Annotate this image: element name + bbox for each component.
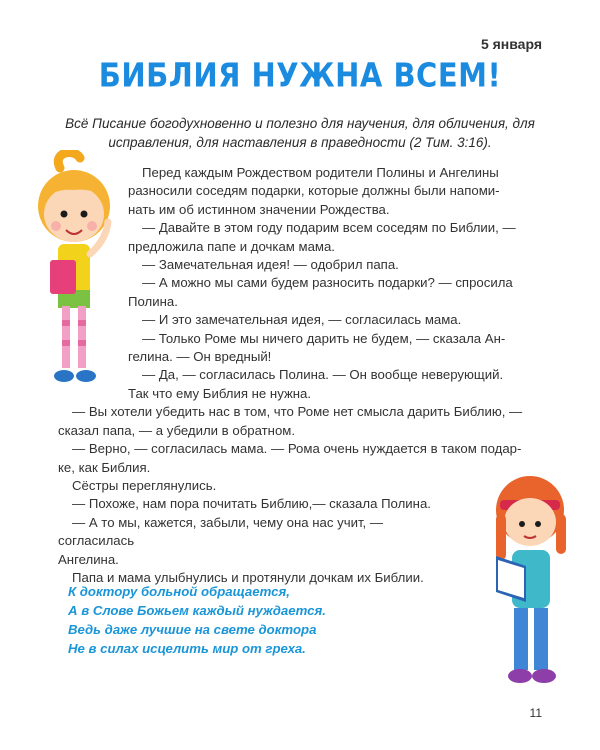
story-line: ке, как Библия.: [58, 459, 151, 475]
epigraph-line: Всё Писание богодухновенно и полезно для научения, для обличения, для: [65, 116, 535, 131]
story-line: — И это замечательная идея, — согласилась мама.: [142, 312, 462, 328]
story-line: Папа и мама улыбнулись и протянули дочкам их Библии.: [72, 569, 424, 585]
story-line: сказал папа, — а убедили в обратном.: [58, 422, 296, 438]
poem-line: К доктору больной обращается,: [68, 584, 290, 599]
page-number: 11: [529, 706, 542, 720]
epigraph-line: исправления, для наставления в праведности (2 Тим. 3:16).: [108, 135, 492, 150]
story-line: Полина.: [128, 293, 178, 309]
story-line: — Давайте в этом году подарим всем соседям по Библии, —: [142, 220, 516, 236]
story-line: нать им об истинном значении Рождества.: [128, 201, 390, 217]
poem-line: А в Слове Божьем каждый нуждается.: [68, 603, 326, 618]
story-line: — А можно мы сами будем разносить подарки? — спросила: [142, 275, 513, 291]
story-line: — Только Роме мы ничего дарить не будем, — сказала Ан-: [142, 330, 506, 346]
epigraph: [58, 114, 542, 152]
story-line: Так что ему Библия не нужна.: [128, 385, 312, 401]
story-line: Ангелина.: [58, 551, 119, 567]
poem-line: Ведь даже лучшие на свете доктора: [68, 622, 317, 637]
poem: [68, 582, 326, 658]
story-line: предложила папе и дочкам мама.: [128, 238, 335, 254]
story-line: гелина. — Он вредный!: [128, 349, 272, 365]
story-line: разносили соседям подарки, которые должны были напоми-: [128, 183, 500, 199]
story-line: — Да, — согласилась Полина. — Он вообще неверующий.: [142, 367, 504, 383]
story-line: — А то мы, кажется, забыли, чему она нас учит, — согласилась: [58, 514, 384, 549]
story-line: — Похоже, нам пора почитать Библию,— сказала Полина.: [72, 496, 431, 512]
story-line: — Вы хотели убедить нас в том, что Роме нет смысла дарить Библию, —: [72, 404, 523, 420]
story-line: Перед каждым Рождеством родители Полины и Ангелины: [142, 165, 499, 180]
poem-line: Не в силах исцелить мир от греха.: [68, 641, 306, 656]
story-line: — Верно, — согласилась мама. — Рома очень нуждается в таком подар-: [72, 441, 522, 457]
story-line: Сёстры переглянулись.: [72, 477, 217, 493]
date-label: 5 января: [480, 36, 542, 52]
page-title: БИБЛИЯ НУЖНА ВСЕМ!: [98, 55, 502, 95]
story-text: [58, 164, 542, 587]
story-line: — Замечательная идея! — одобрил папа.: [142, 257, 399, 273]
